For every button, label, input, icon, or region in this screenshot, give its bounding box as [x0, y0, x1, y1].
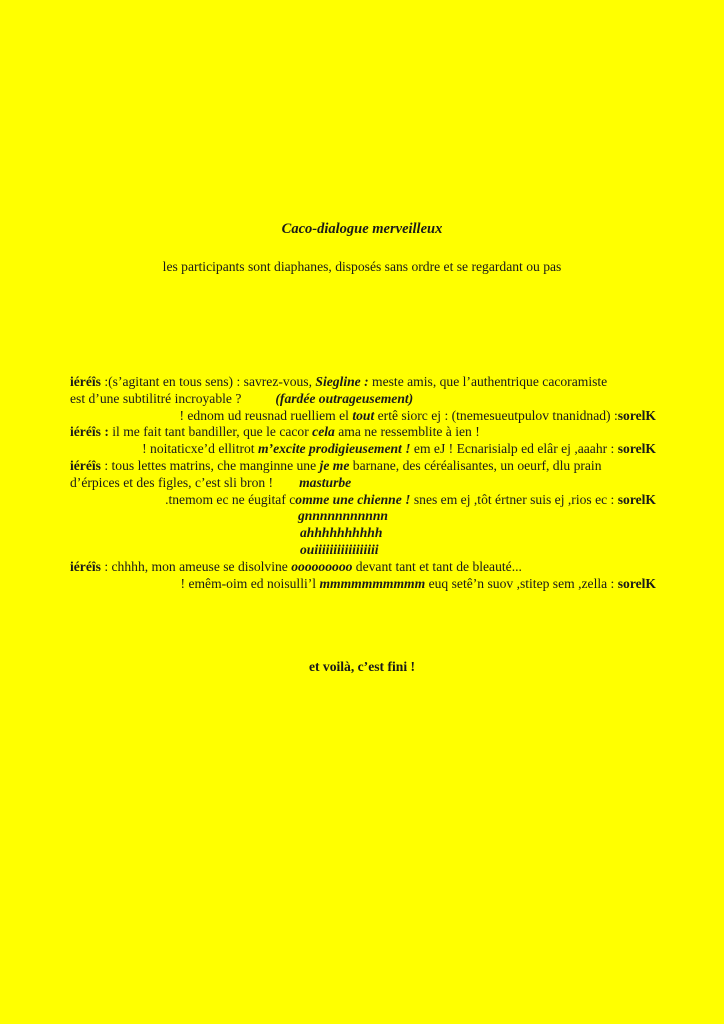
emphasis-text: tout [352, 407, 375, 423]
line-text: est d’une subtilitré incroyable ? [70, 390, 242, 406]
closing-line: et voilà, c’est fini ! [308, 659, 416, 674]
dialogue-line-4 [70, 424, 670, 441]
emphasis-text: Siegline : [315, 374, 369, 389]
dialogue-line-1 [70, 374, 670, 391]
speaker-name: iéréîs [70, 457, 101, 473]
speaker-name: iéréîs : [70, 424, 109, 440]
line-text: ! ednom ud reusnad ruelliem el [179, 407, 353, 423]
dialogue-line-11 [70, 542, 670, 559]
line-text: : tous lettes matrins, che manginne une [100, 457, 320, 473]
line-text: barnane, des céréalisantes, un oeurf, dlu prain [349, 457, 602, 473]
line-text: :(s’agitant en tous sens) : savrez-vous, [100, 374, 316, 389]
emphasis-text: m’excite prodigieusement ! [257, 441, 411, 457]
emphasis-text: mmmmmmmmmm [319, 575, 426, 591]
emphasis-text: omme une chienne ! [295, 491, 411, 507]
emphasis-text: (fardée outrageusement) [275, 390, 414, 406]
line-text: ! noitaticxe’d ellitrot [142, 441, 258, 457]
dialogue-line-7 [70, 475, 670, 492]
dialogue-line-2 [70, 391, 670, 408]
line-text: il me fait tant bandiller, que le cacor [108, 424, 313, 440]
emphasis-text: ooooooooo [291, 558, 353, 574]
line-text: euq setê’n suov ,stitep sem ,zella : [425, 575, 618, 591]
line-text: snes em ej ,tôt értner suis ej ,rios ec : [410, 491, 618, 507]
line-text: .tnemom ec ne éugitaf c [165, 491, 296, 507]
dialogue-block [70, 374, 670, 592]
dialogue-line-9 [70, 508, 670, 525]
line-text: em eJ ! Ecnarisialp ed elâr ej ,aaahr : [410, 441, 618, 457]
speaker-name: iéréîs [70, 374, 101, 389]
page-title: Caco-dialogue merveilleux [281, 221, 443, 237]
emphasis-text: cela [312, 424, 335, 440]
emphasis-text: gnnnnnnnnnnn [298, 508, 388, 524]
emphasis-text: ouiiiiiiiiiiiiiiiii [300, 541, 379, 557]
emphasis-text: je me [319, 457, 350, 473]
speaker-name: sorelK [617, 491, 656, 507]
line-text: : chhhh, mon ameuse se disolvine [100, 558, 292, 574]
dialogue-line-10 [70, 525, 670, 542]
line-text: ! emêm-oim ed noisulli’l [180, 575, 320, 591]
speaker-name: iéréîs [70, 558, 101, 574]
line-text: meste amis, que l’authentrique cacoramiste [368, 374, 608, 389]
page-subtitle: les participants sont diaphanes, disposés sans ordre et se regardant ou pas [162, 259, 562, 274]
line-text: ertê siorc ej : (tnemesueutpulov tnanidnad) : [374, 407, 618, 423]
dialogue-line-12 [70, 559, 670, 576]
emphasis-text: ahhhhhhhhhh [300, 525, 383, 541]
line-text: d’érpices et des figles, c’est sli bron ! [70, 474, 274, 490]
speaker-name: sorelK [617, 575, 656, 591]
dialogue-line-8 [70, 492, 670, 509]
line-text: devant tant et tant de bleauté... [352, 558, 522, 574]
dialogue-line-5 [70, 441, 670, 458]
dialogue-line-6 [70, 458, 670, 475]
speaker-name: sorelK [617, 407, 656, 423]
line-text: ama ne ressemblite à ien ! [334, 424, 480, 440]
emphasis-text: masturbe [299, 474, 352, 490]
speaker-name: sorelK [617, 441, 656, 457]
dialogue-line-13 [70, 576, 670, 593]
dialogue-line-3 [70, 408, 670, 425]
